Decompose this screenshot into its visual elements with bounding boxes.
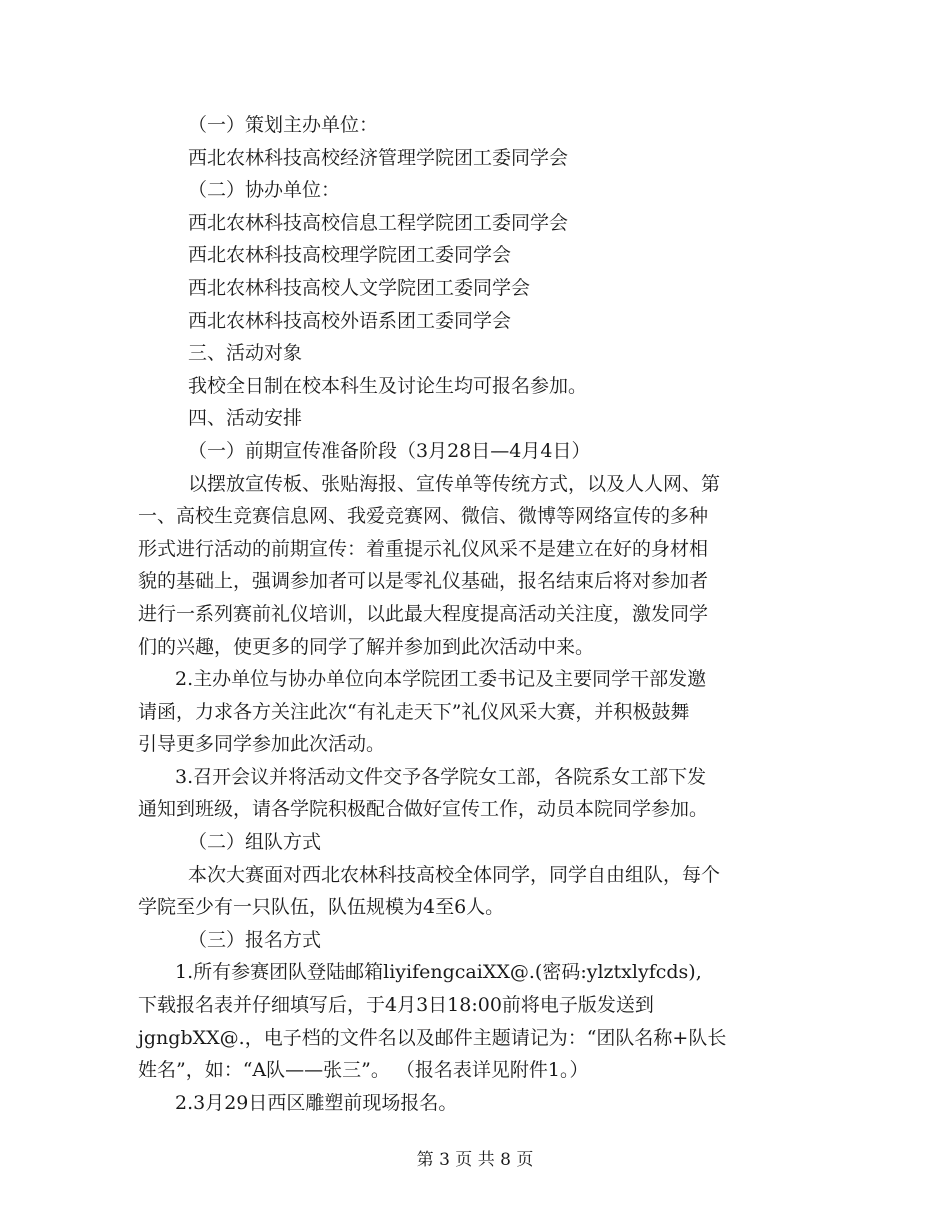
co-organizer-entry: 西北农林科技高校信息工程学院团工委同学会	[188, 211, 569, 234]
paragraph-line: 姓名”，如：“A队——张三”。 （报名表详见附件1。）	[138, 1059, 589, 1082]
paragraph-line: 下载报名表并仔细填写后，于4月3日18:00前将电子版发送到	[138, 994, 654, 1017]
numbered-item-2: 2.主办单位与协办单位向本学院团工委书记及主要同学干部发邀	[175, 668, 707, 691]
paragraph-line: 以摆放宣传板、张贴海报、宣传单等传统方式，以及人人网、第	[188, 472, 721, 495]
organizer-entry: 西北农林科技高校经济管理学院团工委同学会	[188, 146, 569, 169]
subsection-heading-team: （二）组队方式	[188, 831, 322, 854]
paragraph-line: 进行一系列赛前礼仪培训，以此最大程度提高活动关注度，激发同学	[138, 602, 709, 625]
section-heading-schedule: 四、活动安排	[188, 407, 303, 430]
subsection-heading-registration: （三）报名方式	[188, 928, 322, 951]
section-heading-audience: 三、活动对象	[188, 342, 303, 365]
subsection-heading-promotion: （一）前期宣传准备阶段（3月28日—4月4日）	[188, 439, 591, 462]
paragraph-line: 形式进行活动的前期宣传：着重提示礼仪风采不是建立在好的身材相	[138, 537, 709, 560]
section-heading-organizer: （一）策划主办单位：	[188, 114, 379, 136]
audience-text: 我校全日制在校本科生及讨论生均可报名参加。	[188, 374, 588, 397]
paragraph-line: 们的兴趣，使更多的同学了解并参加到此次活动中来。	[138, 635, 595, 658]
paragraph-line: 一、高校生竞赛信息网、我爱竞赛网、微信、微博等网络宣传的多种	[138, 505, 709, 528]
paragraph-line: 学院至少有一只队伍，队伍规模为4至6人。	[138, 896, 505, 919]
co-organizer-entry: 西北农林科技高校人文学院团工委同学会	[188, 276, 531, 299]
co-organizer-entry: 西北农林科技高校外语系团工委同学会	[188, 309, 512, 332]
numbered-item-1: 1.所有参赛团队登陆邮箱liyifengcaiXX@.(密码:ylztxlyfcds),	[175, 961, 702, 984]
numbered-item-3: 3.召开会议并将活动文件交予各学院女工部，各院系女工部下发	[175, 765, 707, 788]
section-heading-co-organizer: （二）协办单位：	[188, 179, 341, 202]
paragraph-line: 本次大赛面对西北农林科技高校全体同学，同学自由组队，每个	[188, 863, 721, 886]
paragraph-line: 引导更多同学参加此次活动。	[138, 733, 386, 756]
numbered-item-2: 2.3月29日西区雕塑前现场报名。	[175, 1091, 458, 1114]
document-body	[138, 109, 810, 1119]
paragraph-line: jgngbXX@.，电子档的文件名以及邮件主题请记为：“团队名称+队长	[138, 1026, 727, 1049]
paragraph-line: 请函，力求各方关注此次“有礼走天下”礼仪风采大赛，并积极鼓舞	[138, 700, 690, 723]
paragraph-line: 通知到班级，请各学院积极配合做好宣传工作，动员本院同学参加。	[138, 798, 709, 821]
paragraph-line: 貌的基础上，强调参加者可以是零礼仪基础，报名结束后将对参加者	[138, 570, 709, 593]
page-footer: 第 3 页 共 8 页	[416, 1150, 534, 1170]
co-organizer-entry: 西北农林科技高校理学院团工委同学会	[188, 244, 512, 267]
